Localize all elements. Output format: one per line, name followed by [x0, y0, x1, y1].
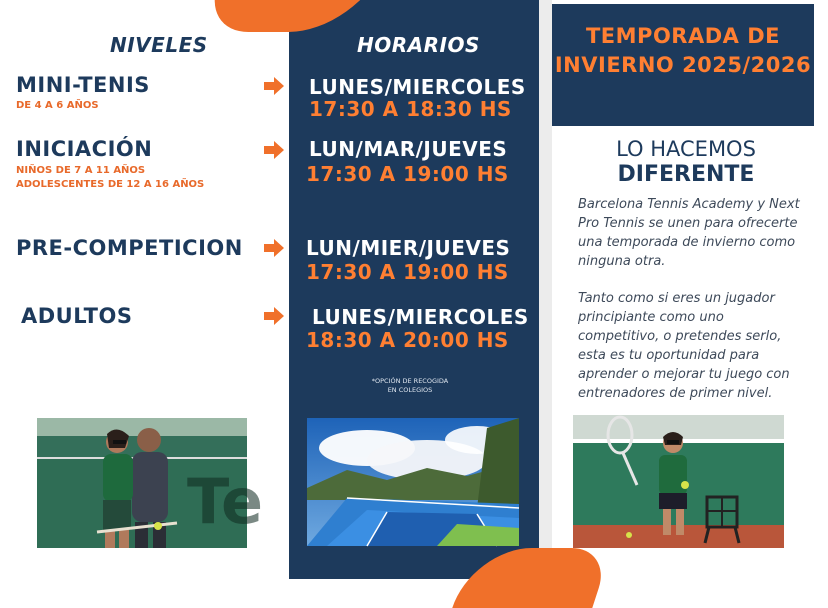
- horarios-heading: HORARIOS: [357, 33, 480, 57]
- arrow-right-icon: [263, 305, 285, 327]
- level-iniciacion: INICIACIÓN: [16, 137, 153, 161]
- pickup-note-line1: *OPCIÓN DE RECOGIDA: [371, 377, 449, 385]
- coaching-photo: [37, 418, 264, 548]
- promo-heading-line2: DIFERENTE: [617, 162, 755, 187]
- promo-heading-line1: LO HACEMOS: [616, 137, 756, 161]
- level-adultos: ADULTOS: [21, 304, 133, 328]
- schedule-days: LUNES/MIERCOLES: [309, 75, 526, 99]
- level-iniciacion-age-teens: ADOLESCENTES DE 12 A 16 AÑOS: [16, 179, 205, 190]
- promo-paragraph-2: Tanto como si eres un jugador principiante como uno competitivo, o pretendes serlo, esta es tu oportunidad para aprender o mejorar tu juego con entrenadores de primer nivel.: [578, 291, 790, 401]
- season-title-line2: INVIERNO 2025/2026: [554, 53, 812, 77]
- arrow-right-icon: [263, 75, 285, 97]
- pickup-note-line2: EN COLEGIOS: [387, 386, 433, 394]
- level-iniciacion-age-kids: NIÑOS DE 7 A 11 AÑOS: [16, 165, 146, 176]
- level-mini-tenis-age: DE 4 A 6 AÑOS: [16, 100, 99, 111]
- level-mini-tenis: MINI-TENIS: [16, 73, 150, 97]
- arrow-right-icon: [263, 237, 285, 259]
- panel-divider: [539, 0, 552, 579]
- promo-paragraph-1: Barcelona Tennis Academy y Next Pro Tennis se unen para ofrecerte una temporada de invierno como ninguna otra.: [578, 197, 800, 269]
- schedule-hours: 18:30 A 20:00 HS: [306, 328, 509, 352]
- schedule-hours: 17:30 A 19:00 HS: [306, 260, 509, 284]
- season-title-line1: TEMPORADA DE: [585, 24, 780, 48]
- arrow-right-icon: [263, 139, 285, 161]
- player-photo: [573, 415, 784, 548]
- schedule-hours: 17:30 A 19:00 HS: [306, 162, 509, 186]
- schedule-hours: 17:30 A 18:30 HS: [309, 97, 512, 121]
- level-pre-competicion: PRE-COMPETICION: [16, 236, 243, 260]
- pickup-note: [340, 377, 480, 395]
- schedule-days: LUN/MAR/JUEVES: [309, 137, 508, 161]
- schedule-days: LUNES/MIERCOLES: [312, 305, 529, 329]
- niveles-heading: NIVELES: [110, 33, 208, 57]
- court-photo: [307, 418, 519, 546]
- svg-text:Te: Te: [187, 465, 264, 538]
- season-title: [552, 22, 814, 80]
- schedule-days: LUN/MIER/JUEVES: [306, 236, 511, 260]
